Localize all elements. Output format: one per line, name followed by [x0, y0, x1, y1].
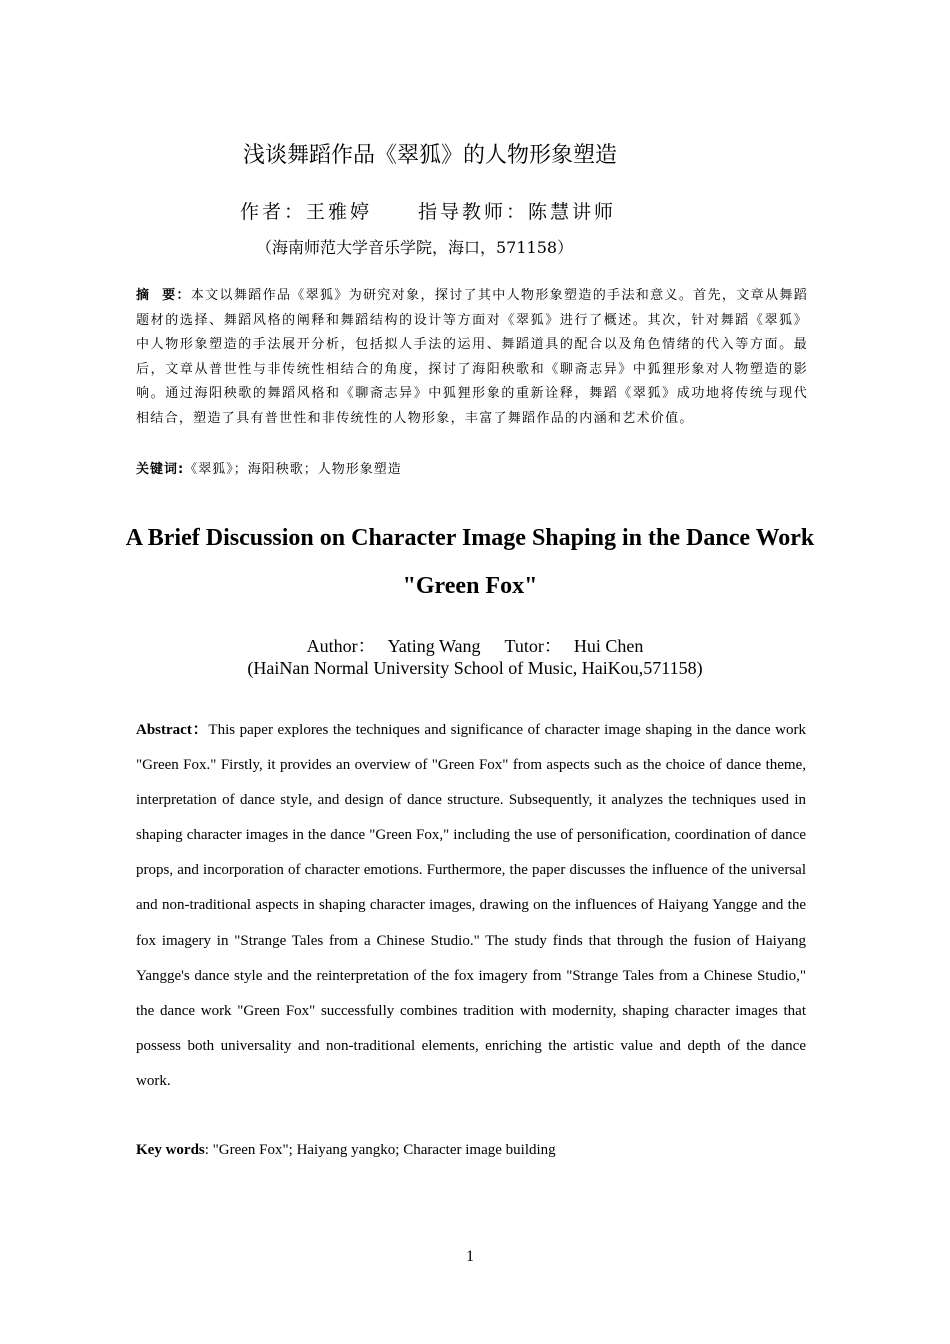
chinese-keywords-text: 《翠狐》；海阳秧歌；人物形象塑造	[184, 462, 402, 477]
english-author-line	[0, 632, 950, 658]
english-keywords-text: : "Green Fox"; Haiyang yangko; Character image building	[204, 1142, 556, 1158]
english-author-name: Yating Wang	[387, 636, 481, 656]
english-keywords-label: Key words	[136, 1142, 205, 1158]
english-title: A Brief Discussion on Character Image Shaping in the Dance Work "Green Fox"	[125, 525, 815, 599]
chinese-author-line	[240, 197, 616, 224]
chinese-affiliation: （海南师范大学音乐学院，海口，571158）	[256, 238, 574, 257]
page-number: 1	[466, 1248, 474, 1265]
chinese-abstract	[136, 284, 808, 431]
chinese-abstract-text: 本文以舞蹈作品《翠狐》为研究对象，探讨了其中人物形象塑造的手法和意义。首先，文章从舞蹈题材的选择、舞蹈风格的阐释和舞蹈结构的设计等方面对《翠狐》进行了概述。其次，针对舞蹈《翠狐》中人物形象塑造的手法展开分析，包括拟人手法的运用、舞蹈道具的配合以及角色情绪的代入等方面。最后，文章从普世性与非传统性相结合的角度，探讨了海阳秧歌和《聊斋志异》中狐狸形象对人物塑造的影响。通过海阳秧歌的舞蹈风格和《聊斋志异》中狐狸形象的重新诠释，舞蹈《翠狐》成功地将传统与现代相结合，塑造了具有普世性和非传统性的人物形象，丰富了舞蹈作品的内涵和艺术价值。	[136, 288, 808, 426]
chinese-keywords-label: 关键词:	[136, 462, 185, 477]
chinese-advisor: 指导教师：陈慧讲师	[418, 201, 617, 223]
chinese-title: 浅谈舞蹈作品《翠狐》的人物形象塑造	[242, 143, 617, 168]
english-abstract-label: Abstract：	[136, 722, 209, 738]
english-affiliation: (HaiNan Normal University School of Music, HaiKou,571158)	[247, 658, 703, 678]
english-tutor-label: Tutor：	[504, 636, 562, 656]
chinese-keywords	[136, 458, 808, 482]
english-keywords	[136, 1138, 806, 1162]
chinese-author: 作者：王雅婷	[240, 201, 373, 223]
english-abstract-text: This paper explores the techniques and significance of character image shaping in the dance work "Green Fox." Firstly, it provides an overview of "Green Fox" from aspects such as the choice of dance theme, interpretation of dance style, and design of dance structure. Subsequently, it analyzes the techniques used in shaping character images in the dance "Green Fox," including the use of personification, coordination of dance props, and incorporation of character emotions. Furthermore, the paper discusses the influence of the universal and non-traditional aspects in shaping character images, drawing on the influences of Haiyang Yangge and the fox imagery in "Strange Tales from a Chinese Studio." The study finds that through the fusion of Haiyang Yangge's dance style and the reinterpretation of the fox imagery from "Strange Tales from a Chinese Studio," the dance work "Green Fox" successfully combines tradition with modernity, shaping character images that possess both universality and non-traditional elements, enriching the artistic value and depth of the dance work.	[136, 722, 806, 1089]
chinese-abstract-label: 摘 要：	[136, 288, 191, 303]
english-abstract	[136, 713, 806, 1099]
english-author-label: Author：	[306, 636, 376, 656]
english-tutor-name: Hui Chen	[573, 636, 644, 656]
